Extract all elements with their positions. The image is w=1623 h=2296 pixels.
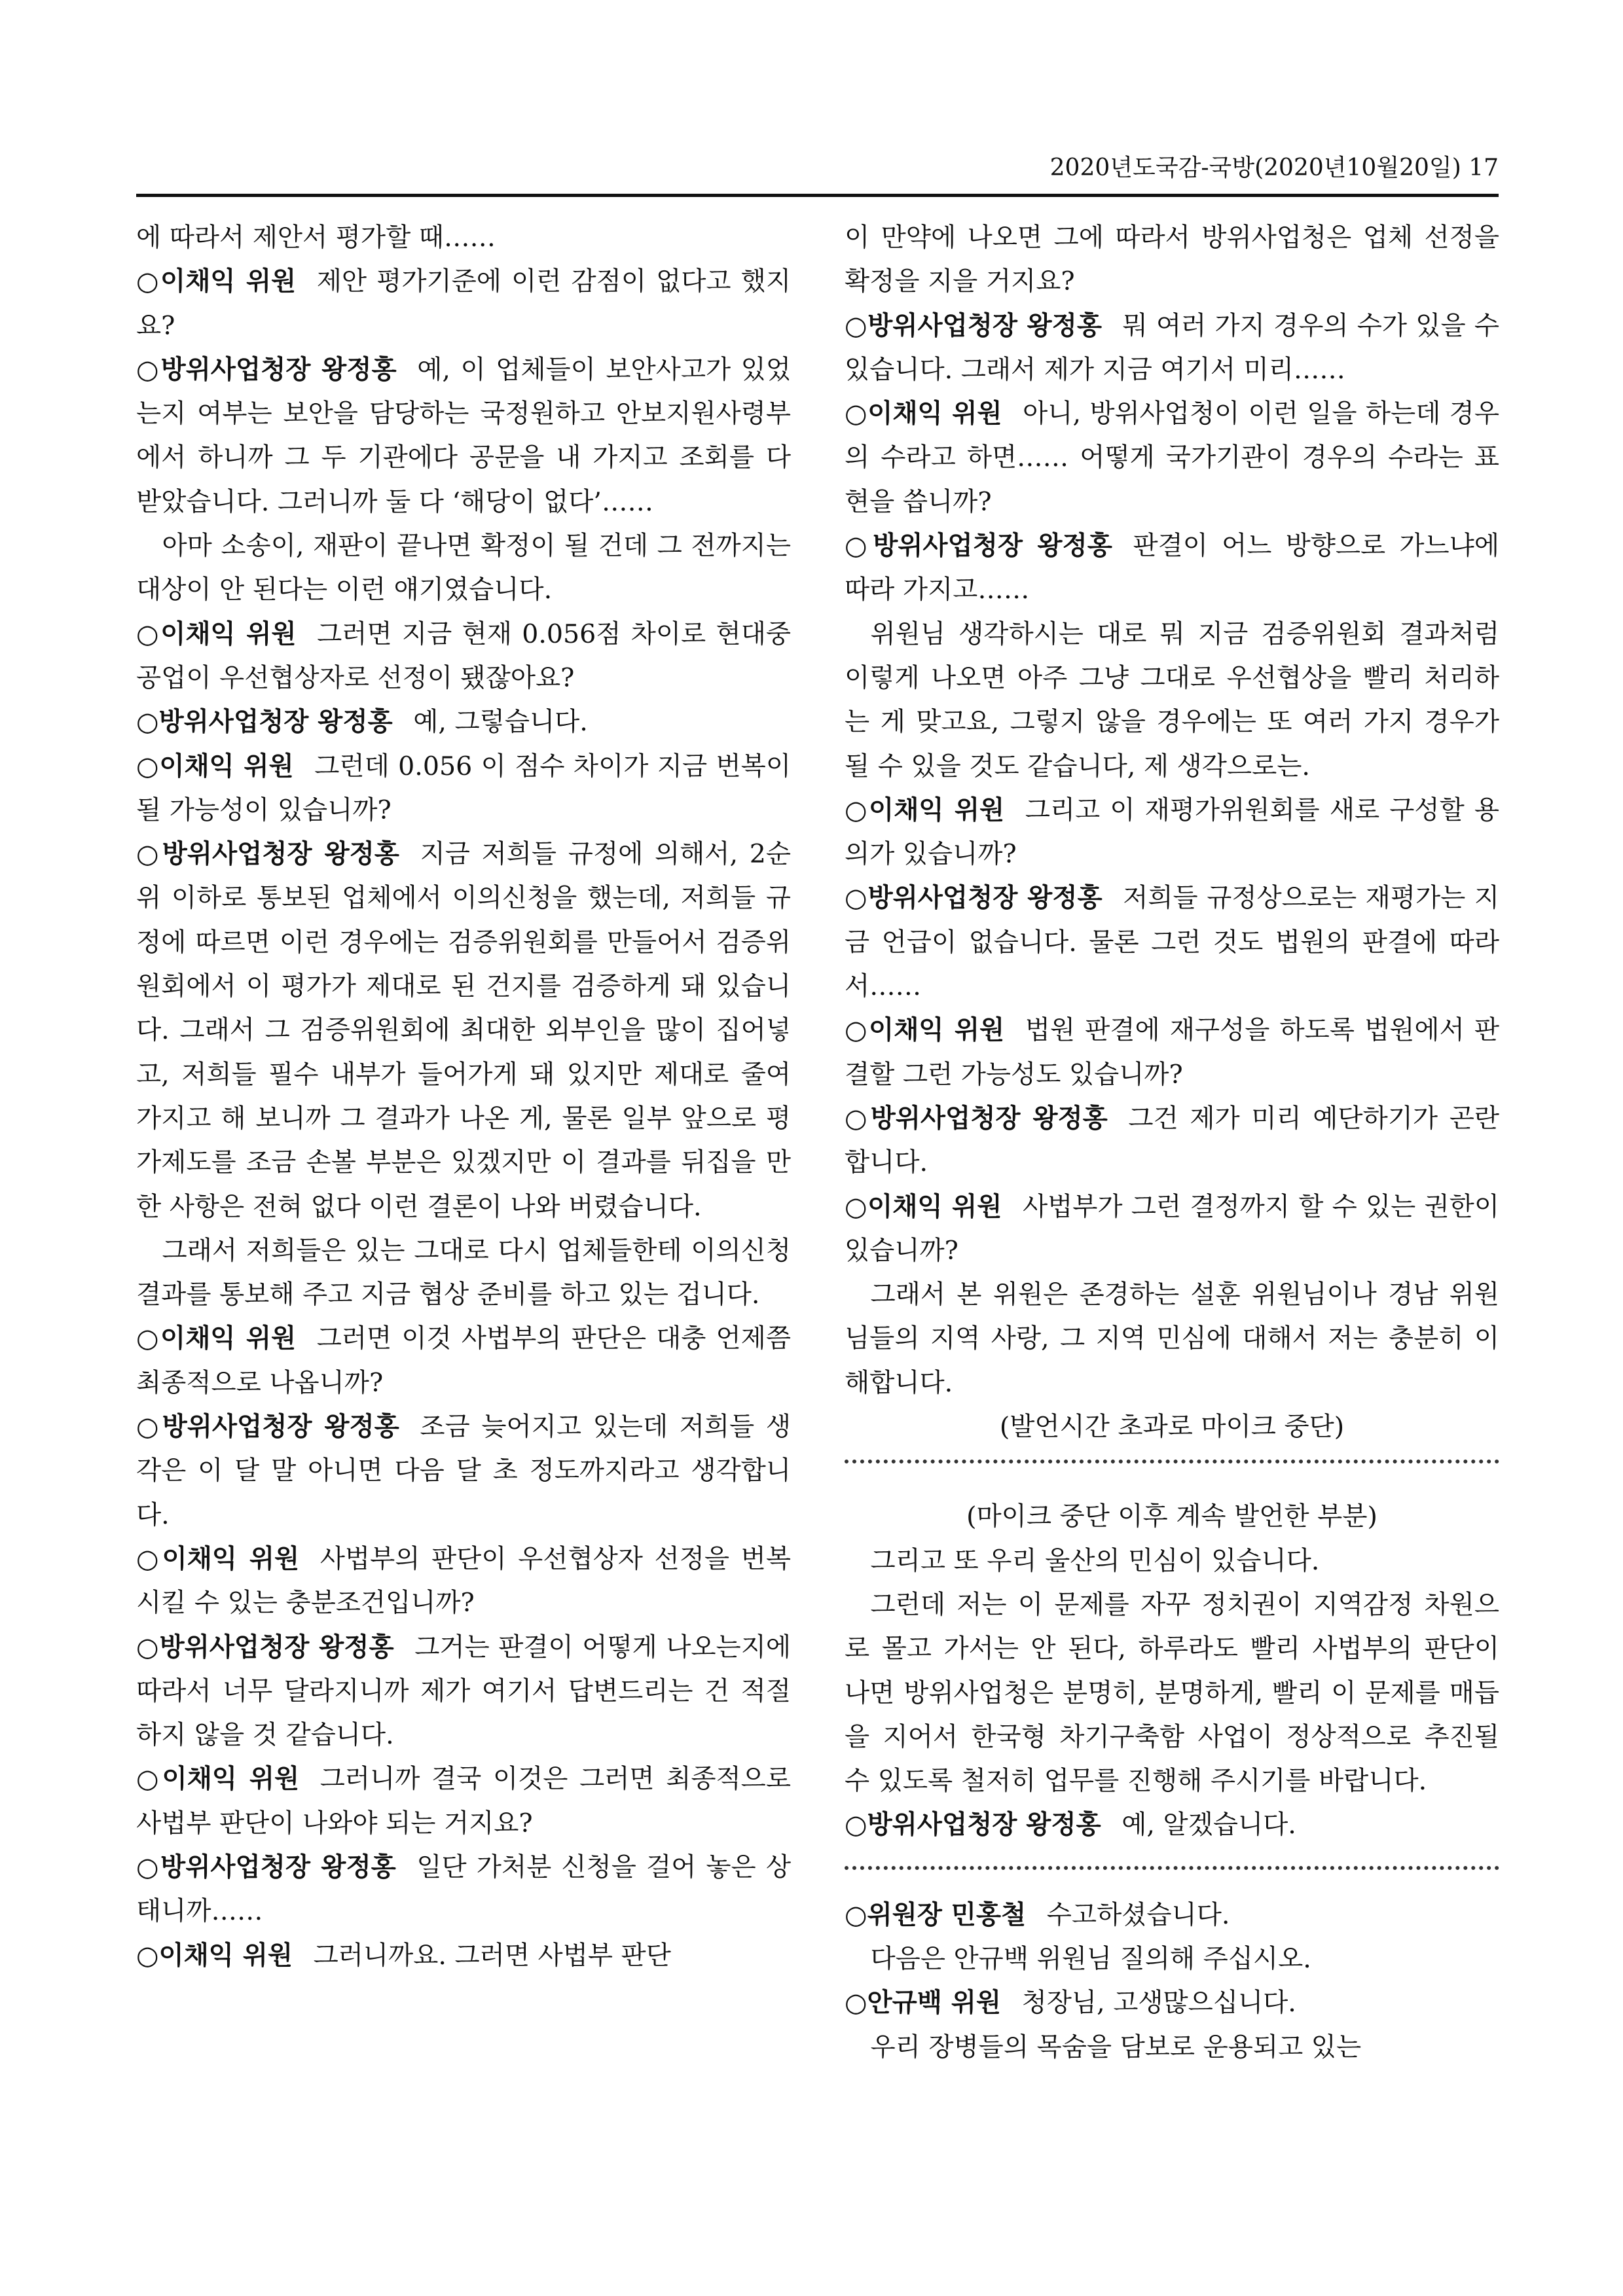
speech-text: 아니, 방위사업청이 이런 일을 하는데 경우의 수라고 하면…… 어떻게 국가기관이 경우의 수라는 표현을 씁니까? <box>845 399 1499 517</box>
speech-paragraph <box>845 876 1499 1009</box>
speech-paragraph <box>845 1097 1499 1185</box>
body-paragraph: 다음은 안규백 위원님 질의해 주십시오. <box>870 1943 1311 1974</box>
stage-note: (발언시간 초과로 마이크 중단) <box>999 1412 1345 1443</box>
speech-text: 예, 이 업체들이 보안사고가 있었는지 여부는 보안을 담당하는 국정원하고 안보지원사령부에서 하니까 그 두 기관에다 공문을 내 가지고 조회를 다 받았습니다. 그러니까 둘 다 ‘해당이 없다’…… <box>136 354 791 517</box>
speaker-name: ○이채익 위원 <box>845 399 1002 429</box>
body-paragraph: 위원님 생각하시는 대로 뭐 지금 검증위원회 결과처럼 이렇게 나오면 아주 그냥 그대로 우선협상을 빨리 처리하는 게 맞고요, 그렇지 않을 경우에는 또 여러 가지 경우가 될 수 있을 것도 같습니다, 제 생각으로는. <box>845 619 1499 781</box>
circle-icon: ○ <box>136 707 159 738</box>
speech-text: 지금 저희들 규정에 의해서, 2순위 이하로 통보된 업체에서 이의신청을 했는데, 저희들 규정에 따르면 이런 경우에는 검증위원회를 만들어서 검증위원회에서 이 평가가 제대로 된 건지를 검증하게 돼 있습니다. 그래서 그 검증위원회에 최대한 외부인을 많이 집어넣고, 저희들 필수 내부가 들어가게 돼 있지만 제대로 줄여 가지고 해 보니까 그 결과가 나온 게, 물론 일부 앞으로 평가제도를 조금 손볼 부분은 있겠지만 이 결과를 뒤집을 만한 사항은 전혀 없다 이런 결론이 나와 버렸습니다. <box>136 839 792 1222</box>
circle-icon: ○ <box>845 310 868 341</box>
page-header: 2020년도국감-국방(2020년10월20일) 17 <box>1049 154 1499 181</box>
speech-paragraph <box>845 1893 1499 1937</box>
speaker-name: ○이채익 위원 <box>136 1323 297 1354</box>
speaker-name: ○방위사업청장 왕정홍 <box>136 839 399 870</box>
circle-icon: ○ <box>136 1412 162 1443</box>
right-column <box>845 216 1499 2070</box>
speech-text: 판결이 어느 방향으로 가느냐에 따라 가지고…… <box>845 531 1499 605</box>
speech-text: 사법부의 판단이 우선협상자 선정을 번복시킬 수 있는 충분조건입니까? <box>136 1543 791 1619</box>
speech-paragraph <box>136 1405 791 1537</box>
speaker-name: ○이채익 위원 <box>845 1191 1002 1222</box>
circle-icon: ○ <box>845 1899 867 1930</box>
speech-paragraph <box>136 833 791 1229</box>
body-paragraph: 그래서 저희들은 있는 그대로 다시 업체들한테 이의신청 결과를 통보해 주고 지금 협상 준비를 하고 있는 겁니다. <box>136 1235 791 1310</box>
stage-note: (마이크 중단 이후 계속 발언한 부분) <box>966 1501 1377 1532</box>
speech-paragraph <box>845 524 1499 613</box>
speaker-name: ○방위사업청장 왕정홍 <box>845 310 1102 341</box>
speech-paragraph <box>845 1803 1499 1847</box>
speech-text: 일단 가처분 신청을 걸어 놓은 상태니까…… <box>136 1852 791 1927</box>
circle-icon: ○ <box>845 1103 871 1134</box>
circle-icon: ○ <box>845 399 868 429</box>
speech-text: 조금 늦어지고 있는데 저희들 생각은 이 달 말 아니면 다음 달 초 정도까지라고 생각합니다. <box>136 1412 792 1530</box>
speech-text: 그러니까요. 그러면 사법부 판단 <box>313 1940 671 1971</box>
circle-icon: ○ <box>136 1852 161 1882</box>
speaker-name: ○방위사업청장 왕정홍 <box>845 1810 1101 1840</box>
speaker-name: ○이채익 위원 <box>136 1764 300 1795</box>
body-paragraph: 아마 소송이, 재판이 끝나면 확정이 될 건데 그 전까지는 대상이 안 된다는 이런 얘기였습니다. <box>136 531 791 605</box>
speaker-name: ○방위사업청장 왕정홍 <box>136 1852 396 1882</box>
speech-paragraph <box>845 304 1499 393</box>
speech-paragraph <box>136 1934 791 1978</box>
speech-text: 수고하셨습니다. <box>1046 1899 1230 1930</box>
body-paragraph: 그래서 본 위원은 존경하는 설훈 위원님이나 경남 위원님들의 지역 사랑, 그 지역 민심에 대해서 저는 충분히 이해합니다. <box>845 1280 1499 1398</box>
speech-text: 법원 판결에 재구성을 하도록 법원에서 판결할 그런 가능성도 있습니까? <box>845 1015 1499 1090</box>
circle-icon: ○ <box>845 1988 867 2018</box>
dotted-divider <box>845 1866 1499 1870</box>
speech-text: 사법부가 그런 결정까지 할 수 있는 권한이 있습니까? <box>845 1191 1499 1266</box>
body-paragraph: 그런데 저는 이 문제를 자꾸 정치권이 지역감정 차원으로 몰고 가서는 안 된다, 하루라도 빨리 사법부의 판단이 나면 방위사업청은 분명히, 분명하게, 빨리 이 문제를 매듭을 지어서 한국형 차기구축함 사업이 정상적으로 추진될 수 있도록 철저히 업무를 진행해 주시기를 바랍니다. <box>845 1589 1499 1797</box>
speech-paragraph <box>136 1757 791 1846</box>
circle-icon: ○ <box>845 1810 867 1840</box>
speech-text: 그리고 이 재평가위원회를 새로 구성할 용의가 있습니까? <box>845 795 1499 870</box>
speech-text: 그러니까 결국 이것은 그러면 최종적으로 사법부 판단이 나와야 되는 거지요? <box>136 1764 791 1839</box>
speech-paragraph <box>136 745 791 833</box>
speech-paragraph <box>845 1009 1499 1097</box>
body-paragraph: 우리 장병들의 목숨을 담보로 운용되고 있는 <box>870 2032 1362 2062</box>
speaker-name: ○이채익 위원 <box>136 1543 300 1574</box>
speaker-name: ○이채익 위원 <box>136 1940 293 1971</box>
circle-icon: ○ <box>845 1015 869 1046</box>
speaker-name: ○방위사업청장 왕정홍 <box>845 531 1112 562</box>
speech-text: 그러면 이것 사법부의 판단은 대충 언제쯤 최종적으로 나옵니까? <box>136 1323 791 1398</box>
speech-paragraph <box>136 260 791 348</box>
speaker-name: ○방위사업청장 왕정홍 <box>136 354 397 385</box>
circle-icon: ○ <box>136 751 160 781</box>
speaker-name: ○이채익 위원 <box>845 795 1005 825</box>
body-paragraph: 이 만약에 나오면 그에 따라서 방위사업청은 업체 선정을 확정을 지을 거지요? <box>845 223 1499 297</box>
speech-paragraph <box>136 1626 791 1758</box>
speech-text: 저희들 규정상으로는 재평가는 지금 언급이 없습니다. 물론 그런 것도 법원의 판결에 따라서…… <box>845 883 1500 1002</box>
header-rule <box>136 194 1499 197</box>
speech-text: 예, 그렇습니다. <box>413 707 588 738</box>
speaker-name: ○방위사업청장 왕정홍 <box>845 883 1103 914</box>
speech-text: 청장님, 고생많으십니다. <box>1021 1988 1296 2018</box>
speech-paragraph <box>845 1981 1499 2025</box>
circle-icon: ○ <box>136 1323 161 1354</box>
circle-icon: ○ <box>136 1940 159 1971</box>
speaker-name: ○방위사업청장 왕정홍 <box>136 707 393 738</box>
speech-paragraph <box>136 1537 791 1626</box>
left-column <box>136 216 791 1978</box>
circle-icon: ○ <box>136 266 161 297</box>
circle-icon: ○ <box>136 1764 162 1795</box>
speaker-name: ○이채익 위원 <box>845 1015 1005 1046</box>
speech-paragraph <box>845 789 1499 877</box>
dotted-divider <box>845 1460 1499 1463</box>
speaker-name: ○이채익 위원 <box>136 751 294 781</box>
speaker-name: ○이채익 위원 <box>136 266 297 297</box>
speech-text: 예, 알겠습니다. <box>1122 1810 1296 1840</box>
circle-icon: ○ <box>845 1191 868 1222</box>
circle-icon: ○ <box>136 1543 162 1574</box>
circle-icon: ○ <box>845 883 868 914</box>
circle-icon: ○ <box>136 1632 160 1662</box>
speech-paragraph <box>136 613 791 701</box>
circle-icon: ○ <box>136 839 162 870</box>
speaker-name: ○이채익 위원 <box>136 619 297 649</box>
speaker-name: ○방위사업청장 왕정홍 <box>845 1103 1108 1134</box>
speech-text: 그거는 판결이 어떻게 나오는지에 따라서 너무 달라지니까 제가 여기서 답변드리는 건 적절하지 않을 것 같습니다. <box>136 1632 792 1751</box>
circle-icon: ○ <box>136 354 161 385</box>
speech-paragraph <box>845 1185 1499 1274</box>
speech-text: 제안 평가기준에 이런 감점이 없다고 했지요? <box>136 266 791 341</box>
body-paragraph: 에 따라서 제안서 평가할 때…… <box>136 223 496 253</box>
speaker-name: ○위원장 민홍철 <box>845 1899 1027 1930</box>
speech-paragraph <box>136 1317 791 1405</box>
speech-text: 뭐 여러 가지 경우의 수가 있을 수 있습니다. 그래서 제가 지금 여기서 미리…… <box>845 310 1499 385</box>
speaker-name: ○방위사업청장 왕정홍 <box>136 1632 394 1662</box>
speech-paragraph <box>845 392 1499 524</box>
speech-paragraph <box>136 348 791 524</box>
circle-icon: ○ <box>845 795 869 825</box>
speech-text: 그런데 0.056 이 점수 차이가 지금 번복이 될 가능성이 있습니까? <box>136 751 791 825</box>
speaker-name: ○안규백 위원 <box>845 1988 1002 2018</box>
speaker-name: ○방위사업청장 왕정홍 <box>136 1412 399 1443</box>
speech-paragraph <box>136 1846 791 1934</box>
speech-text: 그건 제가 미리 예단하기가 곤란합니다. <box>845 1103 1500 1178</box>
circle-icon: ○ <box>136 619 161 649</box>
circle-icon: ○ <box>845 531 873 562</box>
body-paragraph: 그리고 또 우리 울산의 민심이 있습니다. <box>870 1545 1320 1576</box>
speech-paragraph <box>136 700 791 744</box>
speech-text: 그러면 지금 현재 0.056점 차이로 현대중공업이 우선협상자로 선정이 됐잖아요? <box>136 619 792 693</box>
